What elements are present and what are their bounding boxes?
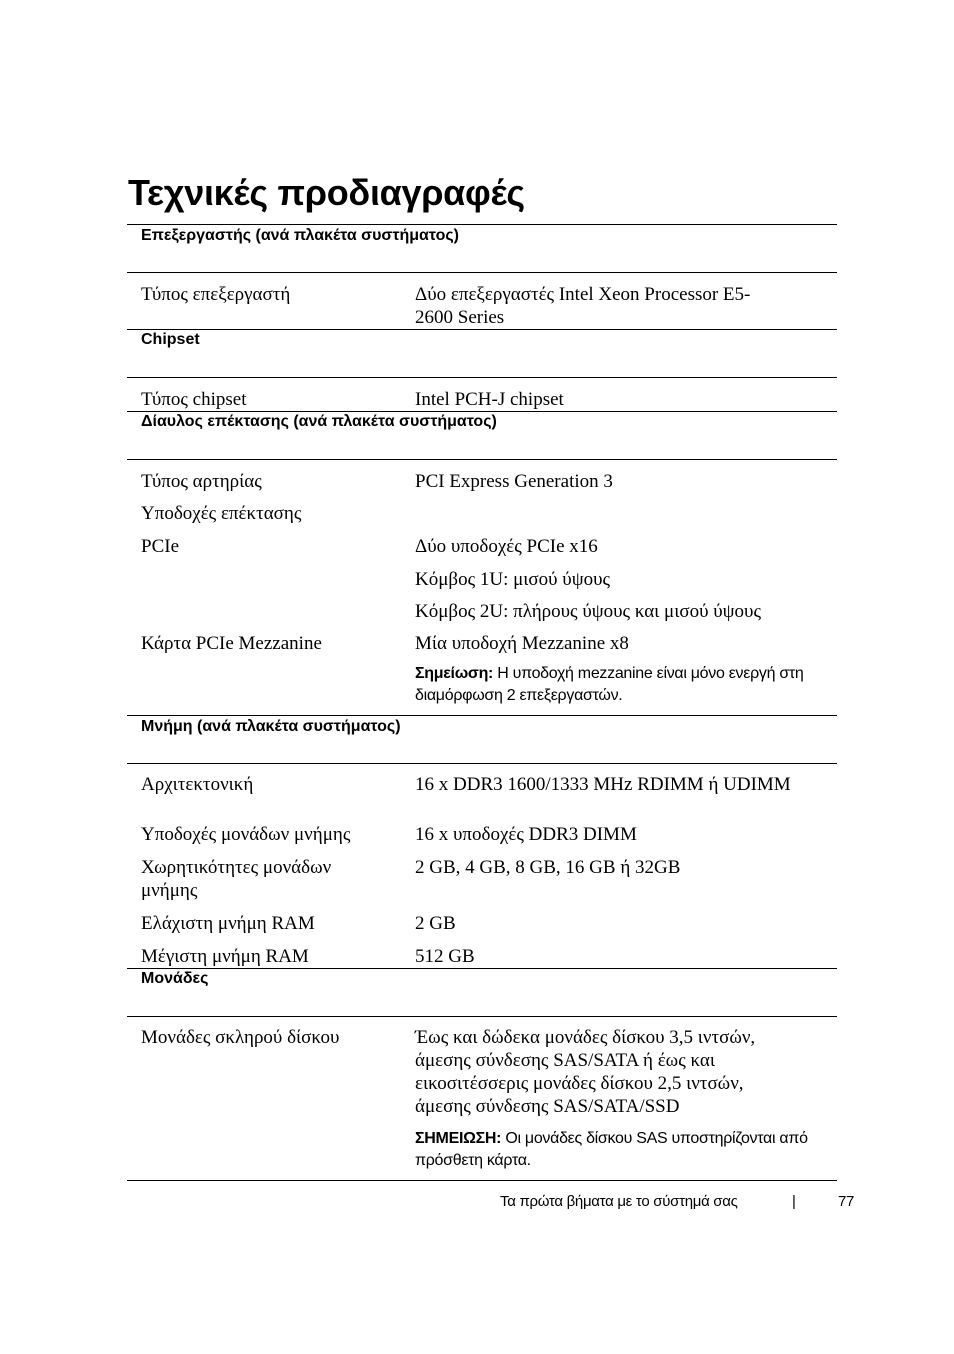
table-bottom-rule bbox=[127, 1180, 837, 1181]
spec-value-pcie: Δύο υποδοχές PCIe x16 bbox=[415, 536, 598, 557]
header-divider bbox=[127, 763, 837, 764]
note-mezzanine bbox=[415, 663, 825, 707]
header-divider bbox=[127, 459, 837, 460]
note-prefix: ΣΗΜΕΙΩΣΗ: bbox=[415, 1130, 502, 1147]
header-divider bbox=[127, 1016, 837, 1017]
section-divider bbox=[127, 411, 837, 412]
spec-label-memory-slots: Υποδοχές μονάδων μνήμης bbox=[141, 824, 351, 845]
section-heading-expansion: Δίαυλος επέκτασης (ανά πλακέτα συστήματος) bbox=[141, 413, 497, 430]
section-divider bbox=[127, 329, 837, 330]
spec-value-memory-capacities: 2 GB, 4 GB, 8 GB, 16 GB ή 32GB bbox=[415, 857, 681, 878]
footer-separator: | bbox=[792, 1193, 796, 1210]
spec-value-chipset-type: Intel PCH-J chipset bbox=[415, 389, 564, 410]
section-heading-memory: Μνήμη (ανά πλακέτα συστήματος) bbox=[141, 718, 401, 735]
spec-label-chipset-type: Τύπος chipset bbox=[141, 389, 247, 410]
spec-label-memory-capacities: Χωρητικότητες μονάδων μνήμης bbox=[141, 857, 332, 901]
section-heading-drives: Μονάδες bbox=[141, 970, 209, 987]
section-divider bbox=[127, 715, 837, 716]
note-prefix: Σημείωση: bbox=[415, 665, 494, 682]
page-title: Τεχνικές προδιαγραφές bbox=[128, 172, 525, 213]
spec-value-node-2u: Κόμβος 2U: πλήρους ύψους και μισού ύψους bbox=[415, 601, 761, 622]
section-divider bbox=[127, 224, 837, 225]
spec-value-bus-type: PCI Express Generation 3 bbox=[415, 471, 613, 492]
spec-label-min-ram: Ελάχιστη μνήμη RAM bbox=[141, 913, 315, 934]
spec-label-max-ram: Μέγιστη μνήμη RAM bbox=[141, 946, 309, 967]
spec-value-hard-drives: Έως και δώδεκα μονάδες δίσκου 3,5 ιντσών, άμεσης σύνδεσης SAS/SATA ή έως και εικοσιτέσσερις μονάδες δίσκου 2,5 ιντσών, άμεσης σύνδεσης SAS/SATA/SSD bbox=[415, 1027, 756, 1117]
section-heading-processor: Επεξεργαστής (ανά πλακέτα συστήματος) bbox=[141, 227, 460, 244]
spec-value-architecture: 16 x DDR3 1600/1333 MHz RDIMM ή UDIMM bbox=[415, 774, 791, 795]
spec-value-memory-slots: 16 x υποδοχές DDR3 DIMM bbox=[415, 824, 637, 845]
note-text: Οι μονάδες δίσκου SAS υποστηρίζονται από πρόσθετη κάρτα. bbox=[415, 1130, 808, 1169]
spec-label-expansion-slots: Υποδοχές επέκτασης bbox=[141, 503, 302, 524]
section-divider bbox=[127, 968, 837, 969]
spec-label-processor-type: Τύπος επεξεργαστή bbox=[141, 284, 291, 305]
note-text: Η υποδοχή mezzanine είναι μόνο ενεργή στη διαμόρφωση 2 επεξεργαστών. bbox=[415, 665, 804, 704]
spec-label-hard-drives: Μονάδες σκληρού δίσκου bbox=[141, 1027, 340, 1048]
spec-label-architecture: Αρχιτεκτονική bbox=[141, 774, 254, 795]
spec-value-max-ram: 512 GB bbox=[415, 946, 475, 967]
section-heading-chipset: Chipset bbox=[141, 331, 200, 348]
spec-value-mezzanine: Μία υποδοχή Mezzanine x8 bbox=[415, 633, 629, 654]
spec-value-min-ram: 2 GB bbox=[415, 913, 456, 934]
header-divider bbox=[127, 377, 837, 378]
spec-label-pcie: PCIe bbox=[141, 536, 179, 557]
spec-value-processor-type: Δύο επεξεργαστές Intel Xeon Processor E5-2600 Series bbox=[415, 284, 751, 328]
header-divider bbox=[127, 272, 837, 273]
note-sas-drives bbox=[415, 1128, 815, 1172]
spec-label-bus-type: Τύπος αρτηρίας bbox=[141, 471, 262, 492]
footer-title: Τα πρώτα βήματα με το σύστημά σας bbox=[500, 1193, 738, 1210]
spec-value-node-1u: Κόμβος 1U: μισού ύψους bbox=[415, 569, 611, 590]
spec-label-mezzanine: Κάρτα PCIe Mezzanine bbox=[141, 633, 322, 654]
page-number: 77 bbox=[838, 1193, 855, 1210]
